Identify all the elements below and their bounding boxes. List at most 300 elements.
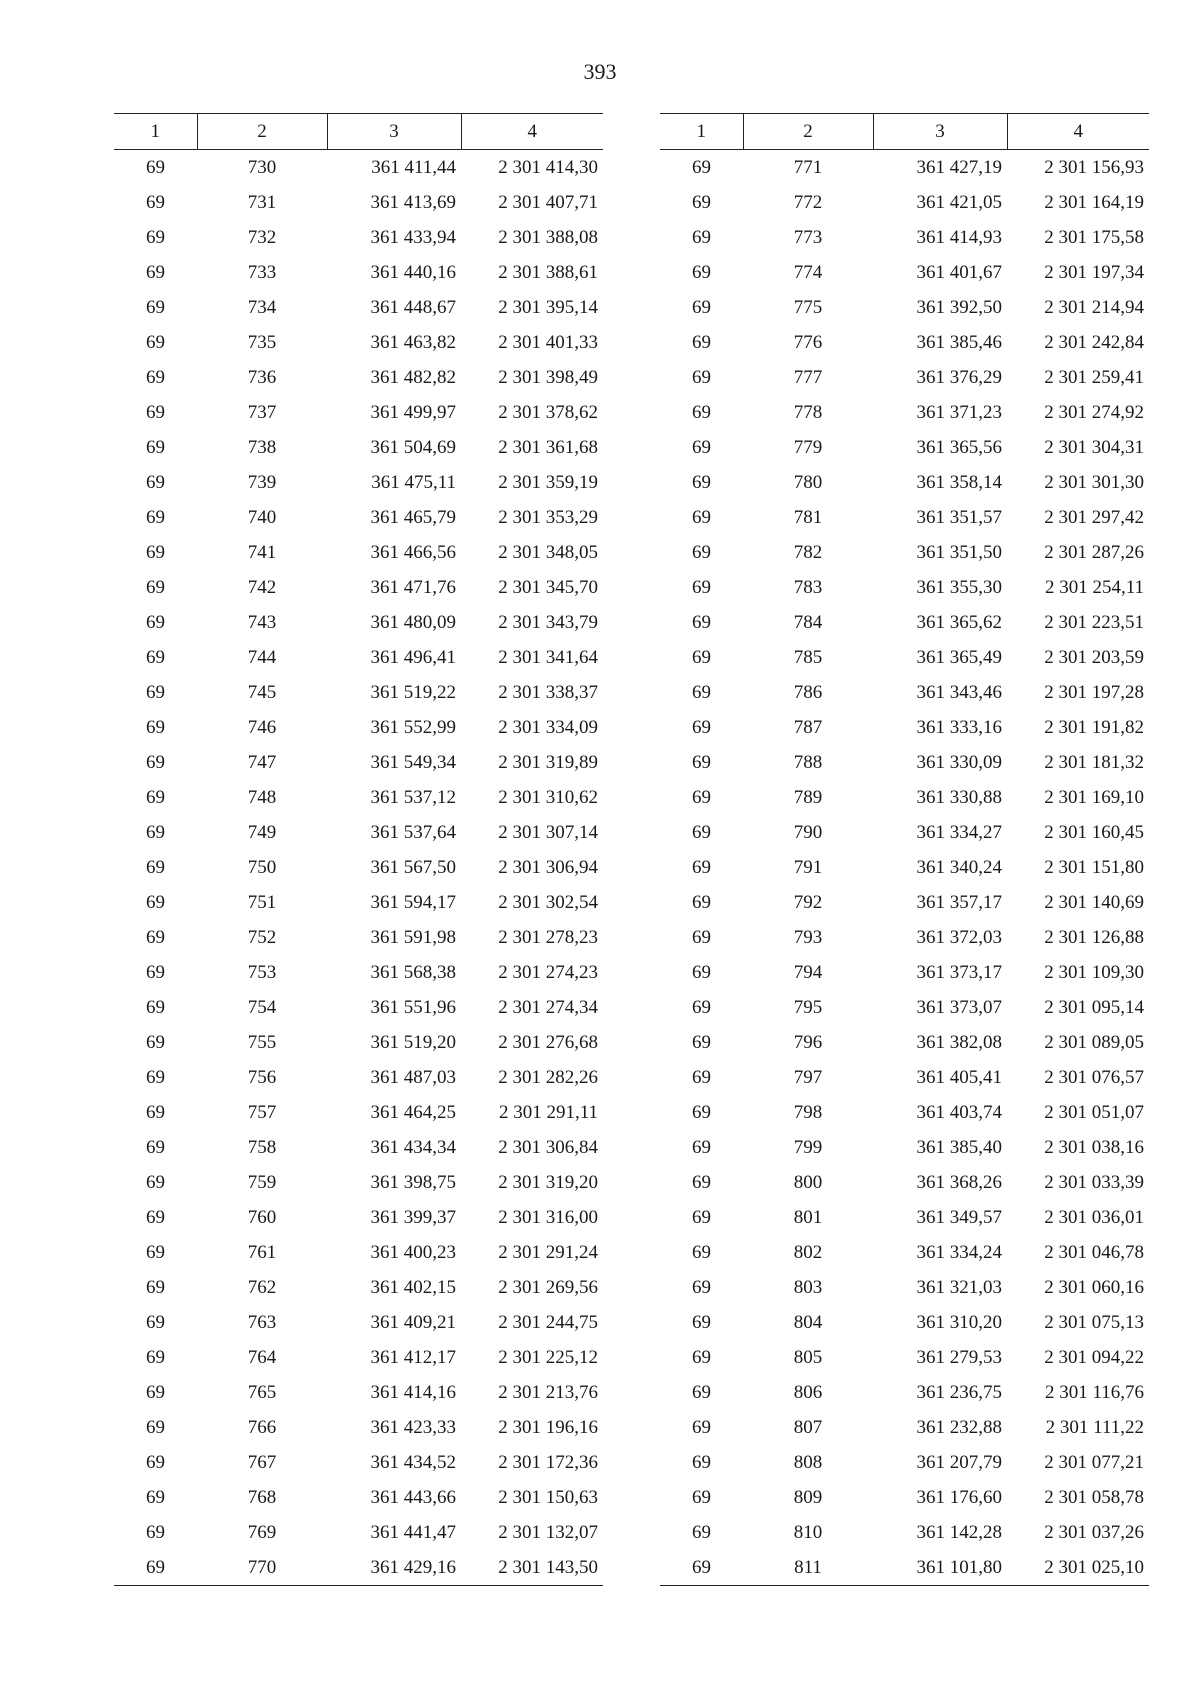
table-cell-col-2: 809: [793, 1486, 823, 1508]
table-row: [660, 360, 1149, 395]
table-cell-col-1: 69: [146, 261, 165, 283]
table-row: [660, 150, 1149, 186]
table-cell-col-1: 69: [146, 576, 165, 598]
table-cell-col-2: 740: [247, 506, 277, 528]
table-cell-col-3: 361 401,67: [916, 261, 1002, 283]
table-row: [660, 1200, 1149, 1235]
table-cell-col-3: 361 371,23: [916, 401, 1002, 423]
table-cell-col-1: 69: [146, 1521, 165, 1543]
table-cell-col-3: 361 480,09: [370, 611, 456, 633]
table-cell-col-1: 69: [146, 401, 165, 423]
table-row: [114, 1375, 603, 1410]
table-cell-col-1: 69: [692, 681, 711, 703]
table-cell-col-4: 2 301 302,54: [498, 891, 598, 913]
table-cell-col-2: 801: [793, 1206, 823, 1228]
table-cell-col-2: 730: [247, 156, 277, 178]
table-cell-col-1: 69: [146, 1276, 165, 1298]
table-row: [660, 255, 1149, 290]
table-row: [114, 220, 603, 255]
table-cell-col-4: 2 301 307,14: [498, 821, 598, 843]
table-cell-col-3: 361 464,25: [370, 1101, 456, 1123]
table-cell-col-1: 69: [692, 996, 711, 1018]
table-cell-col-2: 773: [793, 226, 823, 248]
table-cell-col-3: 361 349,57: [916, 1206, 1002, 1228]
table-cell-col-4: 2 301 076,57: [1044, 1066, 1144, 1088]
table-cell-col-4: 2 301 111,22: [1045, 1416, 1144, 1438]
table-cell-col-2: 785: [793, 646, 823, 668]
table-cell-col-3: 361 365,62: [916, 611, 1002, 633]
table-cell-col-2: 793: [793, 926, 823, 948]
table-cell-col-1: 69: [692, 611, 711, 633]
table-cell-col-1: 69: [692, 576, 711, 598]
table-row: [660, 395, 1149, 430]
table-cell-col-1: 69: [146, 1451, 165, 1473]
table-cell-col-4: 2 301 345,70: [498, 576, 598, 598]
table-cell-col-2: 810: [793, 1521, 823, 1543]
table-cell-col-3: 361 568,38: [370, 961, 456, 983]
table-row: [660, 675, 1149, 710]
table-cell-col-4: 2 301 181,32: [1044, 751, 1144, 773]
table-row: [660, 885, 1149, 920]
table-cell-col-2: 737: [247, 401, 277, 423]
table-cell-col-1: 69: [146, 1206, 165, 1228]
table-cell-col-2: 758: [247, 1136, 277, 1158]
table-cell-col-2: 800: [793, 1171, 823, 1193]
table-cell-col-3: 361 475,11: [371, 471, 456, 493]
table-cell-col-1: 69: [692, 506, 711, 528]
table-cell-col-4: 2 301 169,10: [1044, 786, 1144, 808]
table-cell-col-1: 69: [692, 1276, 711, 1298]
table-cell-col-4: 2 301 172,36: [498, 1451, 598, 1473]
table-cell-col-2: 788: [793, 751, 823, 773]
table-cell-col-1: 69: [146, 1066, 165, 1088]
table-cell-col-2: 784: [793, 611, 823, 633]
table-cell-col-3: 361 429,16: [327, 1550, 461, 1586]
table-cell-col-1: 69: [660, 1550, 743, 1586]
table-cell-col-3: 361 537,64: [370, 821, 456, 843]
table-cell-col-2: 789: [793, 786, 823, 808]
table-row: [660, 430, 1149, 465]
table-row: [114, 815, 603, 850]
table-cell-col-1: 69: [692, 156, 711, 178]
table-cell-col-1: 69: [692, 1101, 711, 1123]
table-row: [660, 1515, 1149, 1550]
table-cell-col-2: 794: [793, 961, 823, 983]
table-cell-col-1: 69: [114, 1550, 197, 1586]
table-cell-col-2: 803: [793, 1276, 823, 1298]
table-cell-col-2: 756: [247, 1066, 277, 1088]
table-cell-col-4: 2 301 378,62: [498, 401, 598, 423]
table-cell-col-1: 69: [146, 891, 165, 913]
table-row: [114, 1550, 603, 1586]
table-cell-col-4: 2 301 401,33: [498, 331, 598, 353]
table-cell-col-4: 2 301 164,19: [1044, 191, 1144, 213]
table-cell-col-1: 69: [692, 1381, 711, 1403]
table-cell-col-1: 69: [692, 961, 711, 983]
table-cell-col-1: 69: [692, 401, 711, 423]
table-cell-col-1: 69: [146, 541, 165, 563]
table-cell-col-2: 802: [793, 1241, 823, 1263]
table-row: [660, 465, 1149, 500]
table-cell-col-3: 361 466,56: [370, 541, 456, 563]
table-cell-col-3: 361 519,20: [370, 1031, 456, 1053]
table-cell-col-4: 2 301 214,94: [1044, 296, 1144, 318]
table-row: [114, 1025, 603, 1060]
table-cell-col-4: 2 301 287,26: [1044, 541, 1144, 563]
table-row: [660, 780, 1149, 815]
table-cell-col-1: 69: [146, 471, 165, 493]
table-cell-col-1: 69: [146, 646, 165, 668]
table-row: [114, 1445, 603, 1480]
column-header-2: 2: [197, 114, 327, 150]
table-cell-col-3: 361 414,93: [916, 226, 1002, 248]
table-row: [660, 1025, 1149, 1060]
table-cell-col-4: 2 301 276,68: [498, 1031, 598, 1053]
table-cell-col-1: 69: [692, 366, 711, 388]
table-row: [114, 1060, 603, 1095]
table-cell-col-4: 2 301 203,59: [1044, 646, 1144, 668]
table-cell-col-2: 805: [793, 1346, 823, 1368]
table-cell-col-4: 2 301 197,28: [1044, 681, 1144, 703]
table-cell-col-2: 757: [247, 1101, 277, 1123]
table-cell-col-2: 780: [793, 471, 823, 493]
table-cell-col-2: 790: [793, 821, 823, 843]
table-cell-col-2: 779: [793, 436, 823, 458]
table-cell-col-3: 361 365,49: [916, 646, 1002, 668]
table-cell-col-4: 2 301 319,89: [498, 751, 598, 773]
table-cell-col-1: 69: [146, 821, 165, 843]
table-cell-col-2: 735: [247, 331, 277, 353]
table-cell-col-1: 69: [692, 891, 711, 913]
table-cell-col-3: 361 101,80: [873, 1550, 1007, 1586]
table-cell-col-1: 69: [146, 226, 165, 248]
table-cell-col-2: 741: [247, 541, 277, 563]
table-cell-col-2: 759: [247, 1171, 277, 1193]
table-cell-col-2: 804: [793, 1311, 823, 1333]
table-cell-col-3: 361 351,57: [916, 506, 1002, 528]
table-cell-col-4: 2 301 316,00: [498, 1206, 598, 1228]
table-cell-col-3: 361 330,09: [916, 751, 1002, 773]
table-cell-col-4: 2 301 037,26: [1044, 1521, 1144, 1543]
table-cell-col-4: 2 301 058,78: [1044, 1486, 1144, 1508]
table-cell-col-3: 361 330,88: [916, 786, 1002, 808]
table-cell-col-3: 361 376,29: [916, 366, 1002, 388]
table-cell-col-4: 2 301 095,14: [1044, 996, 1144, 1018]
table-cell-col-1: 69: [692, 1171, 711, 1193]
table-cell-col-3: 361 411,44: [371, 156, 456, 178]
table-row: [660, 850, 1149, 885]
table-cell-col-2: 755: [247, 1031, 277, 1053]
table-cell-col-4: 2 301 151,80: [1044, 856, 1144, 878]
table-cell-col-4: 2 301 036,01: [1044, 1206, 1144, 1228]
table-row: [114, 500, 603, 535]
table-cell-col-2: 733: [247, 261, 277, 283]
table-row: [114, 1340, 603, 1375]
table-cell-col-1: 69: [692, 226, 711, 248]
table-row: [114, 955, 603, 990]
table-cell-col-1: 69: [146, 1101, 165, 1123]
table-cell-col-1: 69: [146, 1346, 165, 1368]
table-row: [114, 430, 603, 465]
column-header-4: 4: [1007, 114, 1149, 150]
table-cell-col-1: 69: [692, 1451, 711, 1473]
table-cell-col-2: 747: [247, 751, 277, 773]
table-cell-col-3: 361 504,69: [370, 436, 456, 458]
table-cell-col-1: 69: [692, 1346, 711, 1368]
table-cell-col-3: 361 471,76: [370, 576, 456, 598]
table-cell-col-4: 2 301 395,14: [498, 296, 598, 318]
table-row: [660, 500, 1149, 535]
table-cell-col-1: 69: [692, 1066, 711, 1088]
table-cell-col-3: 361 537,12: [370, 786, 456, 808]
table-cell-col-1: 69: [146, 1171, 165, 1193]
table-row: [660, 570, 1149, 605]
table-cell-col-4: 2 301 242,84: [1044, 331, 1144, 353]
table-cell-col-3: 361 351,50: [916, 541, 1002, 563]
table-cell-col-1: 69: [692, 716, 711, 738]
table-cell-col-4: 2 301 025,10: [1007, 1550, 1149, 1586]
table-cell-col-2: 753: [247, 961, 277, 983]
table-cell-col-3: 361 385,40: [916, 1136, 1002, 1158]
table-row: [114, 255, 603, 290]
table-cell-col-3: 361 402,15: [370, 1276, 456, 1298]
table-cell-col-3: 361 398,75: [370, 1171, 456, 1193]
table-row: [114, 570, 603, 605]
table-cell-col-4: 2 301 407,71: [498, 191, 598, 213]
table-cell-col-3: 361 334,27: [916, 821, 1002, 843]
table-cell-col-4: 2 301 116,76: [1044, 1381, 1144, 1403]
table-cell-col-2: 778: [793, 401, 823, 423]
table-cell-col-3: 361 365,56: [916, 436, 1002, 458]
table-cell-col-3: 361 434,34: [370, 1136, 456, 1158]
table-cell-col-3: 361 385,46: [916, 331, 1002, 353]
table-cell-col-4: 2 301 075,13: [1044, 1311, 1144, 1333]
table-cell-col-3: 361 433,94: [370, 226, 456, 248]
table-cell-col-1: 69: [692, 331, 711, 353]
table-cell-col-3: 361 372,03: [916, 926, 1002, 948]
table-row: [114, 185, 603, 220]
table-cell-col-3: 361 414,16: [370, 1381, 456, 1403]
table-cell-col-2: 792: [793, 891, 823, 913]
table-cell-col-3: 361 236,75: [916, 1381, 1002, 1403]
table-row: [660, 640, 1149, 675]
table-cell-col-2: 770: [197, 1550, 327, 1586]
table-cell-col-1: 69: [692, 471, 711, 493]
table-cell-col-4: 2 301 140,69: [1044, 891, 1144, 913]
table-cell-col-1: 69: [692, 191, 711, 213]
table-cell-col-3: 361 519,22: [370, 681, 456, 703]
column-header-3: 3: [873, 114, 1007, 150]
table-cell-col-2: 752: [247, 926, 277, 948]
table-cell-col-1: 69: [146, 681, 165, 703]
table-cell-col-1: 69: [692, 1241, 711, 1263]
table-cell-col-3: 361 549,34: [370, 751, 456, 773]
table-cell-col-4: 2 301 414,30: [498, 156, 598, 178]
table-cell-col-2: 732: [247, 226, 277, 248]
table-row: [660, 990, 1149, 1025]
table-cell-col-1: 69: [146, 1416, 165, 1438]
table-row: [114, 1515, 603, 1550]
table-cell-col-2: 764: [247, 1346, 277, 1368]
table-cell-col-1: 69: [146, 856, 165, 878]
table-cell-col-1: 69: [146, 751, 165, 773]
table-row: [114, 465, 603, 500]
table-cell-col-3: 361 333,16: [916, 716, 1002, 738]
table-row: [114, 360, 603, 395]
table-cell-col-2: 745: [247, 681, 277, 703]
table-cell-col-4: 2 301 038,16: [1044, 1136, 1144, 1158]
table-cell-col-4: 2 301 254,11: [1044, 576, 1144, 598]
table-cell-col-3: 361 373,07: [916, 996, 1002, 1018]
table-cell-col-4: 2 301 319,20: [498, 1171, 598, 1193]
table-cell-col-1: 69: [692, 1206, 711, 1228]
table-row: [114, 290, 603, 325]
table-cell-col-2: 742: [247, 576, 277, 598]
table-cell-col-4: 2 301 089,05: [1044, 1031, 1144, 1053]
table-cell-col-4: 2 301 156,93: [1044, 156, 1144, 178]
table-cell-col-1: 69: [146, 961, 165, 983]
table-cell-col-4: 2 301 033,39: [1044, 1171, 1144, 1193]
table-cell-col-3: 361 482,82: [370, 366, 456, 388]
table-cell-col-2: 769: [247, 1521, 277, 1543]
table-cell-col-1: 69: [146, 1136, 165, 1158]
table-cell-col-3: 361 399,37: [370, 1206, 456, 1228]
table-cell-col-3: 361 441,47: [370, 1521, 456, 1543]
table-row: [660, 535, 1149, 570]
table-cell-col-1: 69: [146, 611, 165, 633]
table-cell-col-1: 69: [146, 1241, 165, 1263]
table-cell-col-3: 361 413,69: [370, 191, 456, 213]
table-cell-col-4: 2 301 132,07: [498, 1521, 598, 1543]
table-cell-col-4: 2 301 175,58: [1044, 226, 1144, 248]
table-cell-col-4: 2 301 278,23: [498, 926, 598, 948]
table-row: [114, 675, 603, 710]
table-cell-col-4: 2 301 348,05: [498, 541, 598, 563]
table-cell-col-4: 2 301 338,37: [498, 681, 598, 703]
table-row: [660, 1550, 1149, 1586]
table-cell-col-4: 2 301 291,11: [498, 1101, 598, 1123]
table-cell-col-2: 777: [793, 366, 823, 388]
table-cell-col-2: 739: [247, 471, 277, 493]
table-cell-col-4: 2 301 341,64: [498, 646, 598, 668]
table-cell-col-3: 361 232,88: [916, 1416, 1002, 1438]
table-cell-col-2: 786: [793, 681, 823, 703]
table-cell-col-1: 69: [692, 1311, 711, 1333]
table-cell-col-3: 361 594,17: [370, 891, 456, 913]
table-row: [660, 185, 1149, 220]
table-cell-col-2: 799: [793, 1136, 823, 1158]
table-cell-col-4: 2 301 150,63: [498, 1486, 598, 1508]
table-row: [660, 1480, 1149, 1515]
table-cell-col-1: 69: [692, 1486, 711, 1508]
column-header-1: 1: [660, 114, 743, 150]
table-cell-col-4: 2 301 244,75: [498, 1311, 598, 1333]
table-header-row: [114, 114, 603, 150]
table-cell-col-1: 69: [692, 856, 711, 878]
table-row: [660, 1095, 1149, 1130]
table-row: [114, 1480, 603, 1515]
table-cell-col-2: 781: [793, 506, 823, 528]
table-row: [114, 710, 603, 745]
table-cell-col-4: 2 301 306,84: [498, 1136, 598, 1158]
table-cell-col-3: 361 340,24: [916, 856, 1002, 878]
table-cell-col-2: 765: [247, 1381, 277, 1403]
table-cell-col-2: 798: [793, 1101, 823, 1123]
table-cell-col-4: 2 301 343,79: [498, 611, 598, 633]
table-cell-col-1: 69: [692, 786, 711, 808]
table-cell-col-3: 361 403,74: [916, 1101, 1002, 1123]
table-cell-col-3: 361 400,23: [370, 1241, 456, 1263]
table-cell-col-3: 361 443,66: [370, 1486, 456, 1508]
table-cell-col-3: 361 279,53: [916, 1346, 1002, 1368]
table-cell-col-2: 811: [743, 1550, 873, 1586]
table-cell-col-1: 69: [692, 1416, 711, 1438]
table-cell-col-2: 795: [793, 996, 823, 1018]
table-cell-col-3: 361 343,46: [916, 681, 1002, 703]
table-row: [660, 1270, 1149, 1305]
table-row: [660, 1165, 1149, 1200]
table-row: [660, 745, 1149, 780]
table-row: [660, 1340, 1149, 1375]
table-cell-col-2: 738: [247, 436, 277, 458]
table-cell-col-2: 763: [247, 1311, 277, 1333]
table-cell-col-4: 2 301 223,51: [1044, 611, 1144, 633]
table-row: [660, 1445, 1149, 1480]
table-cell-col-2: 744: [247, 646, 277, 668]
table-cell-col-3: 361 421,05: [916, 191, 1002, 213]
table-cell-col-1: 69: [146, 996, 165, 1018]
table-cell-col-1: 69: [146, 366, 165, 388]
table-cell-col-3: 361 551,96: [370, 996, 456, 1018]
table-row: [114, 535, 603, 570]
table-cell-col-3: 361 382,08: [916, 1031, 1002, 1053]
table-row: [114, 150, 603, 186]
table-cell-col-3: 361 334,24: [916, 1241, 1002, 1263]
table-cell-col-3: 361 448,67: [370, 296, 456, 318]
table-cell-col-3: 361 355,30: [916, 576, 1002, 598]
table-cell-col-3: 361 463,82: [370, 331, 456, 353]
table-cell-col-2: 787: [793, 716, 823, 738]
table-cell-col-2: 749: [247, 821, 277, 843]
table-cell-col-2: 762: [247, 1276, 277, 1298]
table-cell-col-4: 2 301 051,07: [1044, 1101, 1144, 1123]
table-cell-col-4: 2 301 197,34: [1044, 261, 1144, 283]
table-row: [114, 605, 603, 640]
table-cell-col-3: 361 176,60: [916, 1486, 1002, 1508]
table-cell-col-3: 361 373,17: [916, 961, 1002, 983]
table-cell-col-1: 69: [692, 751, 711, 773]
table-cell-col-4: 2 301 060,16: [1044, 1276, 1144, 1298]
table-row: [660, 1410, 1149, 1445]
table-row: [660, 325, 1149, 360]
table-cell-col-1: 69: [692, 926, 711, 948]
table-row: [660, 1130, 1149, 1165]
table-cell-col-2: 797: [793, 1066, 823, 1088]
table-row: [660, 605, 1149, 640]
table-row: [114, 745, 603, 780]
table-cell-col-1: 69: [146, 1486, 165, 1508]
table-cell-col-3: 361 552,99: [370, 716, 456, 738]
table-cell-col-1: 69: [146, 716, 165, 738]
table-cell-col-1: 69: [146, 926, 165, 948]
table-row: [114, 885, 603, 920]
table-cell-col-1: 69: [692, 646, 711, 668]
table-cell-col-3: 361 567,50: [370, 856, 456, 878]
table-row: [114, 1410, 603, 1445]
table-header-row: [660, 114, 1149, 150]
table-cell-col-1: 69: [146, 786, 165, 808]
table-cell-col-4: 2 301 143,50: [461, 1550, 603, 1586]
